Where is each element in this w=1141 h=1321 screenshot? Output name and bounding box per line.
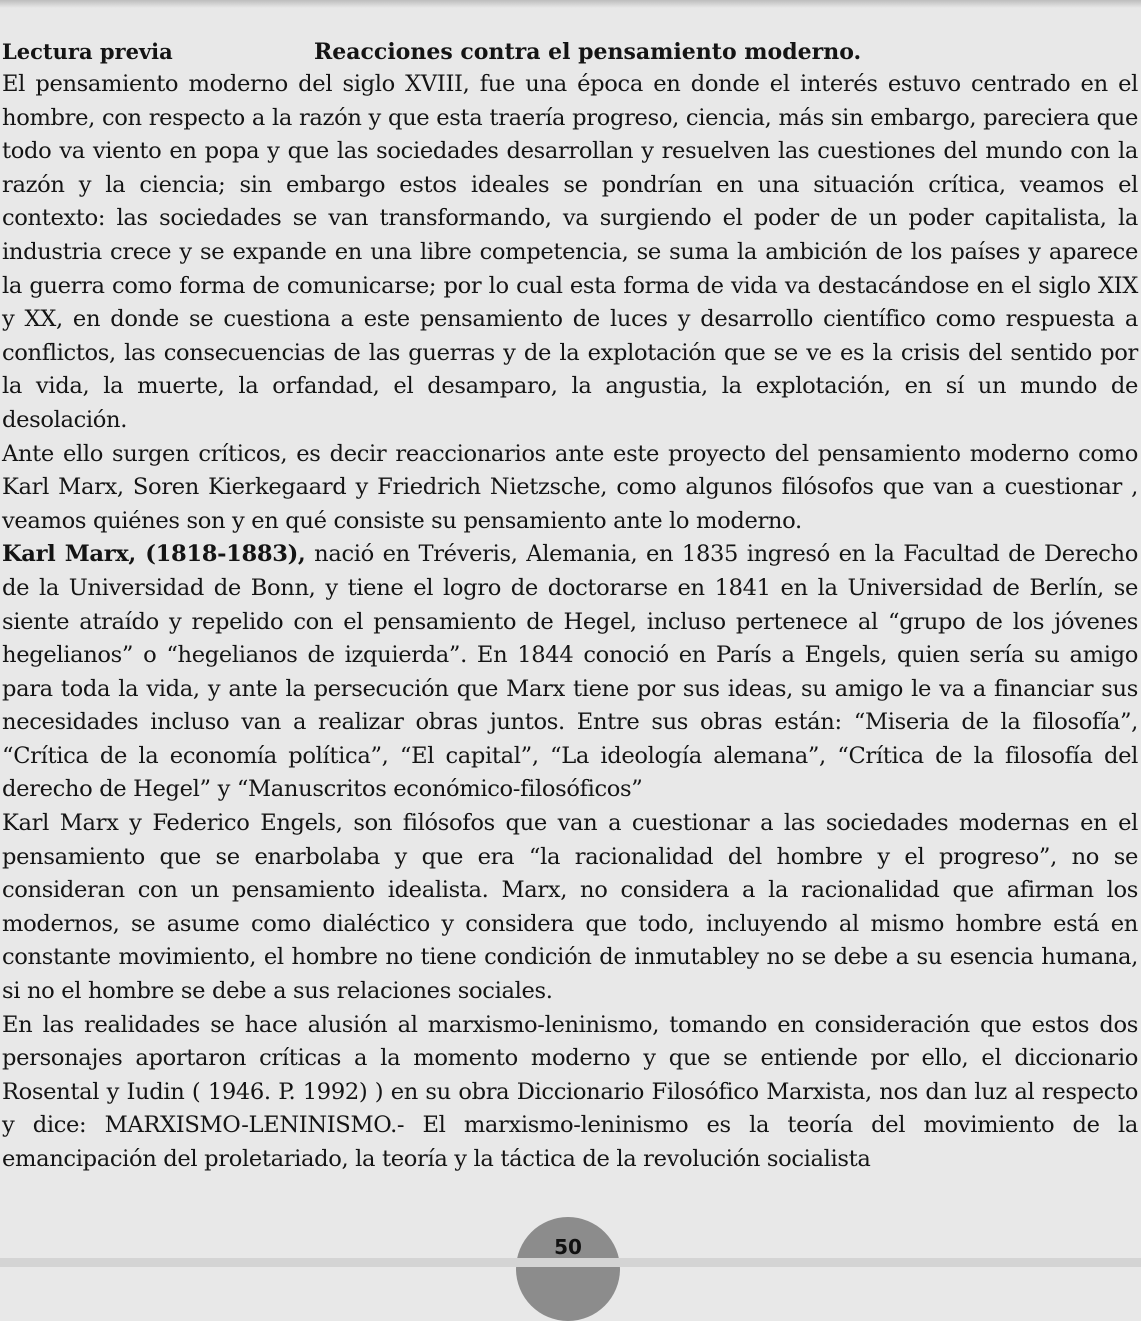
page-title: Reacciones contra el pensamiento moderno. (314, 39, 862, 65)
heading-row (2, 36, 1138, 68)
document-page (2, 36, 1138, 1177)
page-number: 50 (554, 1235, 582, 1259)
page-number-tab (516, 1217, 620, 1321)
paragraph-text: Ante ello surgen críticos, es decir reaccionarios ante este proyecto del pensamiento moderno como Karl Marx, Soren Kierkegaard y Friedrich Nietzsche, como algunos filósofos que van a cuestionar , veamos quiénes son y en qué consiste su pensamiento ante lo moderno. (2, 440, 1138, 534)
paragraph-critics (2, 438, 1138, 539)
paragraph-lead: Karl Marx, (1818-1883), (2, 541, 306, 568)
paragraph-marxism-leninism (2, 1009, 1138, 1177)
paragraph-text: El pensamiento moderno del siglo XVIII, fue una época en donde el interés estuvo centrado en el hombre, con respecto a la razón y que esta traería progreso, ciencia, más sin embargo, pareciera que todo va viento en popa y que las sociedades desarrollan y resuelven las cuestiones del mundo con la razón y la ciencia; sin embargo estos ideales se pondrían en una situación crítica, veamos el contexto: las sociedades se van transformando, va surgiendo el poder de un poder capitalista, la industria crece y se expande en una libre competencia, se suma la ambición de los países y aparece la guerra como forma de comunicarse; por lo cual esta forma de vida va destacándose en el siglo XIX y XX, en donde se cuestiona a este pensamiento de luces y desarrollo científico como respuesta a conflictos, las consecuencias de las guerras y de la explotación que se ve es la crisis del sentido por la vida, la muerte, la orfandad, el desamparo, la angustia, la explotación, en sí un mundo de desolación. (2, 71, 1138, 433)
paragraph-text: En las realidades se hace alusión al marxismo-leninismo, tomando en consideración que estos dos personajes aportaron críticas a la momento moderno y que se entiende por ello, el diccionario Rosental y Iudin ( 1946. P. 1992) ) en su obra Diccionario Filosófico Marxista, nos dan luz al respecto y dice: MARXISMO-LENINISMO.- El marxismo-leninismo es la teoría del movimiento de la emancipación del proletariado, la teoría y la táctica de la revolución socialista (2, 1011, 1138, 1172)
top-edge (0, 0, 1141, 8)
paragraph-marx-engels (2, 807, 1138, 1009)
page-footer (0, 1258, 1141, 1267)
paragraph-text: nació en Tréveris, Alemania, en 1835 ingresó en la Facultad de Derecho de la Universidad de Bonn, y tiene el logro de doctorarse en 1841 en la Universidad de Berlín, se siente atraído y repelido con el pensamiento de Hegel, incluso pertenece al “grupo de los jóvenes hegelianos” o “hegelianos de izquierda”. En 1844 conoció en París a Engels, quien sería su amigo para toda la vida, y ante la persecución que Marx tiene por sus ideas, su amigo le va a financiar sus necesidades incluso van a realizar obras juntos. Entre sus obras están: “Miseria de la filosofía”, “Crítica de la economía política”, “El capital”, “La ideología alemana”, “Crítica de la filosofía del derecho de Hegel” y “Manuscritos económico-filosóficos” (2, 541, 1138, 803)
section-label: Lectura previa (2, 39, 173, 64)
paragraph-text: Karl Marx y Federico Engels, son filósofos que van a cuestionar a las sociedades modernas en el pensamiento que se enarbolaba y que era “la racionalidad del hombre y el progreso”, no se consideran con un pensamiento idealista. Marx, no considera a la racionalidad que afirman los modernos, se asume como dialéctico y considera que todo, incluyendo al mismo hombre está en constante movimiento, el hombre no tiene condición de inmutabley no se debe a su esencia humana, si no el hombre se debe a sus relaciones sociales. (2, 810, 1138, 1005)
paragraph-modern-thought (2, 68, 1138, 438)
paragraph-karl-marx-bio (2, 538, 1138, 807)
